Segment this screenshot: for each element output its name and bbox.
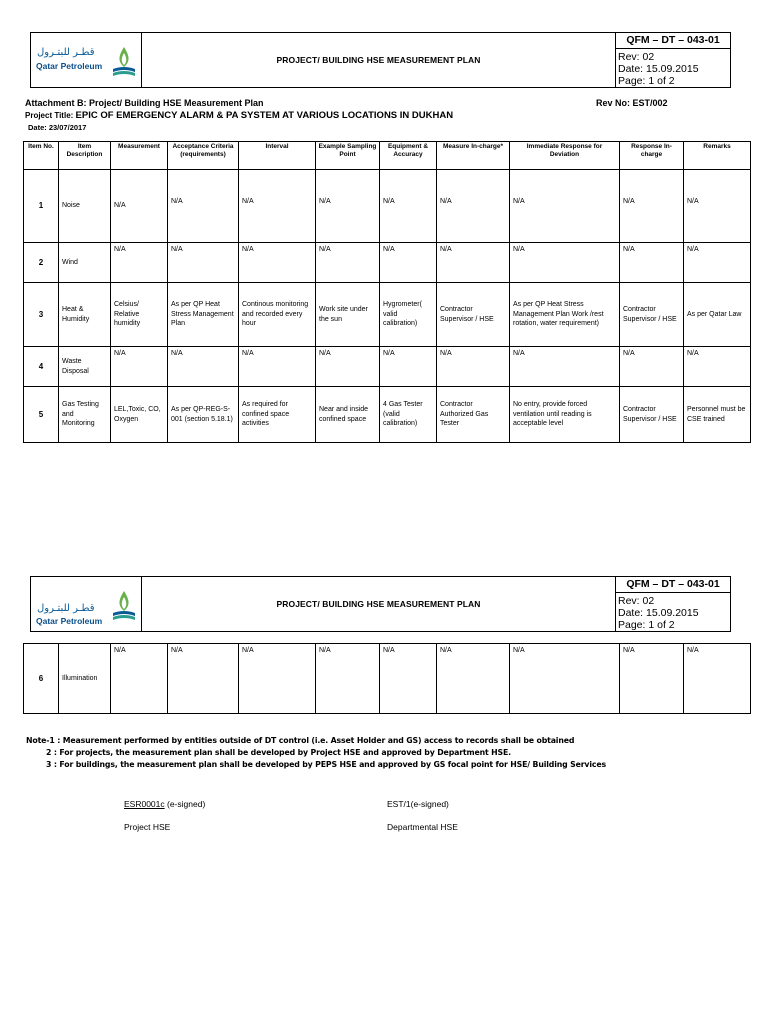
cell-measurement: N/A <box>111 644 168 714</box>
measurement-table-continued <box>23 643 751 714</box>
col-header: Interval <box>239 142 316 170</box>
cell-equipment: Hygrometer( valid calibration) <box>380 283 437 347</box>
cell-equipment: 4 Gas Tester (valid calibration) <box>380 387 437 443</box>
cell-criteria: As per QP-REG-S-001 (section 5.18.1) <box>168 387 239 443</box>
cell-remarks: N/A <box>684 644 751 714</box>
notes-section <box>26 735 606 771</box>
col-header: Item Description <box>59 142 111 170</box>
cell-equipment: N/A <box>380 644 437 714</box>
project-title-value: EPIC OF EMERGENCY ALARM & PA SYSTEM AT VARIOUS LOCATIONS IN DUKHAN <box>75 110 454 121</box>
logo-english-text: Qatar Petroleum <box>36 616 103 626</box>
col-header: Example Sampling Point <box>316 142 380 170</box>
cell-resp-incharge: Contractor Supervisor / HSE <box>620 283 684 347</box>
cell-measurement: Celsius/ Relative humidity <box>111 283 168 347</box>
cell-incharge: Contractor Authorized Gas Tester <box>437 387 510 443</box>
cell-resp-incharge: N/A <box>620 243 684 283</box>
form-title: PROJECT/ BUILDING HSE MEASUREMENT PLAN <box>142 577 616 631</box>
cell-response: N/A <box>510 170 620 243</box>
cell-sampling: Work site under the sun <box>316 283 380 347</box>
company-logo <box>31 33 142 87</box>
logo-arabic-text: قطـر للبتـرول <box>37 603 95 614</box>
cell-sampling: N/A <box>316 243 380 283</box>
cell-response: N/A <box>510 644 620 714</box>
cell-equipment: N/A <box>380 243 437 283</box>
form-title: PROJECT/ BUILDING HSE MEASUREMENT PLAN <box>142 33 616 87</box>
logo-english-text: Qatar Petroleum <box>36 61 103 71</box>
table-row <box>24 243 751 283</box>
form-code: QFM – DT – 043-01 <box>616 577 730 593</box>
signature-right-role: Departmental HSE <box>387 822 458 832</box>
cell-incharge: N/A <box>437 243 510 283</box>
rev-number: Rev No: EST/002 <box>596 98 668 108</box>
form-meta <box>616 33 730 87</box>
cell-measurement: N/A <box>111 170 168 243</box>
item-no: 1 <box>24 170 59 243</box>
item-no: 2 <box>24 243 59 283</box>
item-desc: Noise <box>59 170 111 243</box>
cell-criteria: N/A <box>168 170 239 243</box>
item-no: 4 <box>24 347 59 387</box>
cell-measurement: N/A <box>111 347 168 387</box>
note-3: 3 : For buildings, the measurement plan shall be developed by PEPS HSE and approved by GS focal point for HSE/ Building Services <box>46 760 606 769</box>
signature-right: EST/1(e-signed) <box>387 799 449 809</box>
cell-interval: N/A <box>239 170 316 243</box>
attachment-title: Attachment B: Project/ Building HSE Measurement Plan <box>25 98 264 108</box>
cell-resp-incharge: Contractor Supervisor / HSE <box>620 387 684 443</box>
measurement-table <box>23 141 751 443</box>
project-date: Date: 23/07/2017 <box>28 123 87 132</box>
form-page: Page: 1 of 2 <box>618 619 675 631</box>
cell-resp-incharge: N/A <box>620 170 684 243</box>
cell-resp-incharge: N/A <box>620 644 684 714</box>
cell-incharge: Contractor Supervisor / HSE <box>437 283 510 347</box>
form-date: Date: 15.09.2015 <box>618 63 699 75</box>
cell-measurement: LEL,Toxic, CO, Oxygen <box>111 387 168 443</box>
cell-equipment: N/A <box>380 170 437 243</box>
cell-response: No entry, provide forced ventilation until reading is acceptable level <box>510 387 620 443</box>
table-row <box>24 170 751 243</box>
note-1: Note-1 : Measurement performed by entities outside of DT control (i.e. Asset Holder and GS) access to records shall be obtained <box>26 736 575 745</box>
company-logo <box>31 577 142 631</box>
cell-criteria: N/A <box>168 644 239 714</box>
cell-criteria: As per QP Heat Stress Management Plan <box>168 283 239 347</box>
table-row <box>24 347 751 387</box>
cell-incharge: N/A <box>437 170 510 243</box>
col-header: Item No. <box>24 142 59 170</box>
cell-sampling: N/A <box>316 347 380 387</box>
cell-equipment: N/A <box>380 347 437 387</box>
note-2: 2 : For projects, the measurement plan shall be developed by Project HSE and approved by Department HSE. <box>46 748 511 757</box>
table-row <box>24 644 751 714</box>
table-row <box>24 387 751 443</box>
cell-incharge: N/A <box>437 644 510 714</box>
cell-interval: N/A <box>239 644 316 714</box>
item-desc: Gas Testing and Monitoring <box>59 387 111 443</box>
signature-left-role: Project HSE <box>124 822 171 832</box>
item-desc: Wind <box>59 243 111 283</box>
cell-remarks: As per Qatar Law <box>684 283 751 347</box>
cell-sampling: N/A <box>316 170 380 243</box>
cell-response: As per QP Heat Stress Management Plan Work /rest rotation, water requirement) <box>510 283 620 347</box>
item-desc: Heat & Humidity <box>59 283 111 347</box>
form-rev: Rev: 02 <box>618 51 655 63</box>
signature-left-suffix: (e-signed) <box>164 799 206 809</box>
col-header: Immediate Response for Deviation <box>510 142 620 170</box>
cell-incharge: N/A <box>437 347 510 387</box>
col-header: Acceptance Criteria (requirements) <box>168 142 239 170</box>
cell-resp-incharge: N/A <box>620 347 684 387</box>
signature-left <box>124 799 205 809</box>
logo-arabic-text: قطـر للبتـرول <box>37 47 95 58</box>
col-header: Measure In-charge* <box>437 142 510 170</box>
form-header <box>30 32 731 88</box>
form-header-page2 <box>30 576 731 632</box>
form-page: Page: 1 of 2 <box>618 75 675 87</box>
col-header: Measurement <box>111 142 168 170</box>
form-meta <box>616 577 730 631</box>
col-header: Equipment & Accuracy <box>380 142 437 170</box>
cell-interval: Continous monitoring and recorded every hour <box>239 283 316 347</box>
signature-left-code: ESR0001c <box>124 799 165 809</box>
cell-interval: N/A <box>239 243 316 283</box>
cell-remarks: N/A <box>684 170 751 243</box>
item-desc: Waste Disposal <box>59 347 111 387</box>
cell-sampling: Near and inside confined space <box>316 387 380 443</box>
cell-criteria: N/A <box>168 347 239 387</box>
cell-measurement: N/A <box>111 243 168 283</box>
item-no: 3 <box>24 283 59 347</box>
qatar-petroleum-logo-icon <box>111 45 137 79</box>
item-desc: Illumination <box>59 644 111 714</box>
project-title-label: Project Title: <box>25 111 76 120</box>
qatar-petroleum-logo-icon <box>111 589 137 623</box>
cell-interval: As required for confined space activities <box>239 387 316 443</box>
cell-interval: N/A <box>239 347 316 387</box>
project-title <box>25 110 453 121</box>
cell-remarks: N/A <box>684 243 751 283</box>
table-row <box>24 283 751 347</box>
cell-response: N/A <box>510 347 620 387</box>
col-header: Response In-charge <box>620 142 684 170</box>
item-no: 6 <box>24 644 59 714</box>
cell-remarks: Personnel must be CSE trained <box>684 387 751 443</box>
col-header: Remarks <box>684 142 751 170</box>
table-header-row <box>24 142 751 170</box>
item-no: 5 <box>24 387 59 443</box>
cell-remarks: N/A <box>684 347 751 387</box>
cell-sampling: N/A <box>316 644 380 714</box>
form-rev: Rev: 02 <box>618 595 655 607</box>
cell-response: N/A <box>510 243 620 283</box>
cell-criteria: N/A <box>168 243 239 283</box>
form-code: QFM – DT – 043-01 <box>616 33 730 49</box>
form-date: Date: 15.09.2015 <box>618 607 699 619</box>
